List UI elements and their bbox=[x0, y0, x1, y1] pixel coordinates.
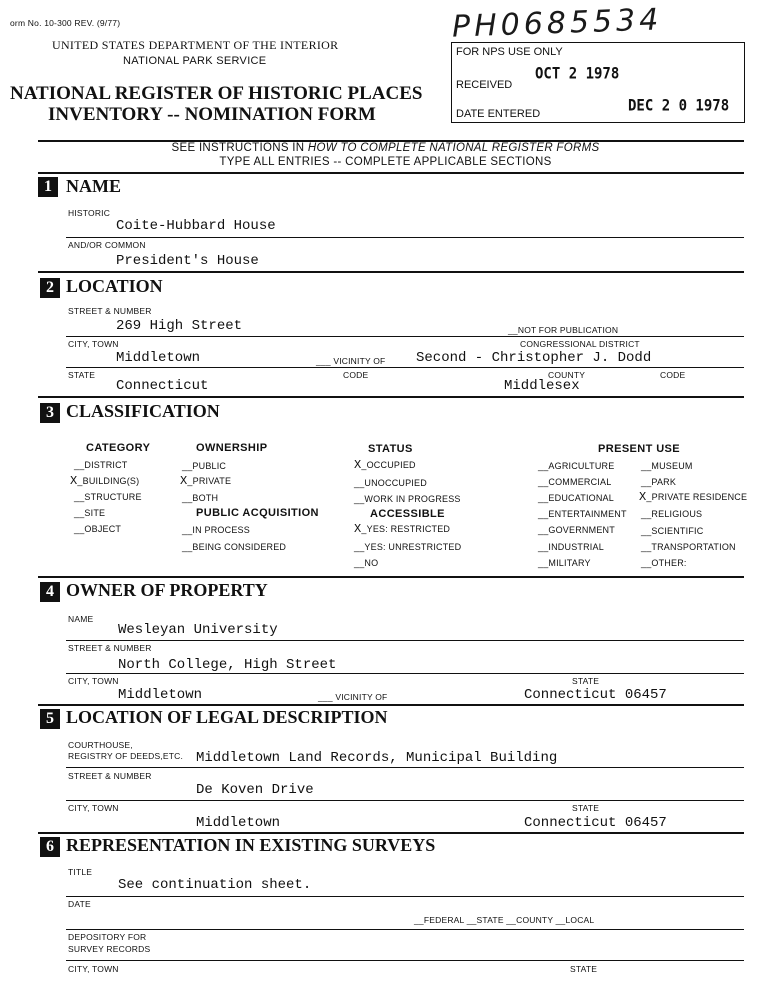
use-park: __PARK bbox=[641, 477, 677, 487]
street-number-label: STREET & NUMBER bbox=[68, 306, 152, 316]
service-name: NATIONAL PARK SERVICE bbox=[123, 55, 267, 67]
common-name-label: AND/OR COMMON bbox=[68, 240, 146, 250]
owner-city-label: CITY, TOWN bbox=[68, 676, 119, 686]
depository-label-line2: SURVEY RECORDS bbox=[68, 944, 151, 954]
category-district: __DISTRICT bbox=[74, 460, 128, 470]
ownership-public: __PUBLIC bbox=[182, 461, 227, 471]
section-2-title: LOCATION bbox=[66, 276, 163, 296]
legal-state-label: STATE bbox=[572, 803, 600, 813]
state-value: Connecticut bbox=[116, 378, 209, 394]
section-6-title: REPRESENTATION IN EXISTING SURVEYS bbox=[66, 835, 436, 855]
nps-use-label: FOR NPS USE ONLY bbox=[456, 46, 563, 58]
category-buildings bbox=[70, 474, 139, 488]
survey-city-label: CITY, TOWN bbox=[68, 964, 119, 974]
courthouse-label: COURTHOUSE, bbox=[68, 740, 133, 750]
use-educational: __EDUCATIONAL bbox=[538, 493, 614, 503]
section-1-title: NAME bbox=[66, 176, 121, 196]
accessible-heading: ACCESSIBLE bbox=[370, 508, 445, 520]
acquisition-in-process: __IN PROCESS bbox=[182, 525, 250, 535]
ownership-private-label: _PRIVATE bbox=[187, 476, 232, 486]
received-label: RECEIVED bbox=[456, 79, 513, 91]
use-private-residence-label: _PRIVATE RESIDENCE bbox=[646, 492, 748, 502]
section-4-title: OWNER OF PROPERTY bbox=[66, 580, 268, 600]
form-number: orm No. 10-300 REV. (9/77) bbox=[10, 18, 121, 28]
common-name-value: President's House bbox=[116, 253, 259, 269]
registry-of-deeds-label: REGISTRY OF DEEDS,ETC. bbox=[68, 751, 184, 761]
use-military: __MILITARY bbox=[538, 558, 591, 568]
handwritten-reference-number: PH0685534 bbox=[451, 2, 663, 45]
use-commercial: __COMMERCIAL bbox=[538, 477, 612, 487]
ownership-both: __BOTH bbox=[182, 493, 219, 503]
not-for-publication-option: __NOT FOR PUBLICATION bbox=[508, 325, 619, 335]
status-work-in-progress: __WORK IN PROGRESS bbox=[354, 494, 461, 504]
category-buildings-label: _BUILDING(S) bbox=[77, 476, 140, 486]
survey-level-options: __FEDERAL __STATE __COUNTY __LOCAL bbox=[414, 915, 595, 925]
owner-state-label: STATE bbox=[572, 676, 600, 686]
section-4-number: 4 bbox=[40, 582, 60, 602]
legal-street-label: STREET & NUMBER bbox=[68, 771, 152, 781]
owner-street-value: North College, High Street bbox=[118, 657, 337, 673]
use-industrial: __INDUSTRIAL bbox=[538, 542, 604, 552]
received-date-stamp: OCT 2 1978 bbox=[535, 64, 620, 84]
use-museum: __MUSEUM bbox=[641, 461, 693, 471]
historic-label: HISTORIC bbox=[68, 208, 111, 218]
survey-title-value: See continuation sheet. bbox=[118, 877, 312, 893]
use-other: __OTHER: bbox=[641, 558, 687, 568]
use-entertainment: __ENTERTAINMENT bbox=[538, 509, 627, 519]
vicinity-of-option: ___ VICINITY OF bbox=[316, 356, 386, 366]
checked-mark: X bbox=[180, 474, 188, 488]
section-3-number: 3 bbox=[40, 403, 60, 423]
street-value: 269 High Street bbox=[116, 318, 243, 334]
congressional-district-label: CONGRESSIONAL DISTRICT bbox=[520, 339, 640, 349]
survey-state-label: STATE bbox=[570, 964, 598, 974]
section-5-number: 5 bbox=[40, 709, 60, 729]
accessible-yes-restricted-label: _YES: RESTRICTED bbox=[361, 524, 451, 534]
owner-name-label: NAME bbox=[68, 614, 94, 624]
use-private-residence bbox=[639, 490, 747, 504]
use-agriculture: __AGRICULTURE bbox=[538, 461, 615, 471]
instructions-line1 bbox=[0, 142, 771, 154]
date-entered-label: DATE ENTERED bbox=[456, 108, 541, 120]
status-occupied bbox=[354, 458, 416, 472]
checked-mark: X bbox=[639, 490, 647, 504]
county-value: Middlesex bbox=[504, 378, 580, 394]
county-label: COUNTY bbox=[548, 370, 586, 380]
section-1-number: 1 bbox=[38, 177, 58, 197]
accessible-no: __NO bbox=[354, 558, 379, 568]
category-object: __OBJECT bbox=[74, 524, 122, 534]
category-site: __SITE bbox=[74, 508, 106, 518]
date-entered-stamp: DEC 2 0 1978 bbox=[628, 96, 730, 116]
category-structure: __STRUCTURE bbox=[74, 492, 142, 502]
congressional-district-value: Second - Christopher J. Dodd bbox=[416, 350, 652, 366]
legal-street-value: De Koven Drive bbox=[196, 782, 314, 798]
owner-vicinity-option: ___ VICINITY OF bbox=[318, 692, 388, 702]
status-heading: STATUS bbox=[368, 443, 413, 455]
owner-street-label: STREET & NUMBER bbox=[68, 643, 152, 653]
instructions-manual-title: HOW TO COMPLETE NATIONAL REGISTER FORMS bbox=[307, 142, 600, 154]
owner-state-value: Connecticut 06457 bbox=[524, 687, 667, 703]
accessible-yes-unrestricted: __YES: UNRESTRICTED bbox=[354, 542, 462, 552]
use-scientific: __SCIENTIFIC bbox=[641, 526, 704, 536]
use-religious: __RELIGIOUS bbox=[641, 509, 703, 519]
section-2-number: 2 bbox=[40, 278, 60, 298]
checked-mark: X bbox=[354, 522, 362, 536]
state-label: STATE bbox=[68, 370, 96, 380]
use-government: __GOVERNMENT bbox=[538, 525, 615, 535]
legal-city-value: Middletown bbox=[196, 815, 281, 831]
historic-name-value: Coite-Hubbard House bbox=[116, 218, 276, 234]
survey-title-label: TITLE bbox=[68, 867, 93, 877]
legal-city-label: CITY, TOWN bbox=[68, 803, 119, 813]
city-town-label: CITY, TOWN bbox=[68, 339, 119, 349]
present-use-heading: PRESENT USE bbox=[598, 443, 681, 455]
status-unoccupied: __UNOCCUPIED bbox=[354, 478, 427, 488]
ownership-heading: OWNERSHIP bbox=[196, 442, 268, 454]
survey-date-label: DATE bbox=[68, 899, 91, 909]
depository-label-line1: DEPOSITORY FOR bbox=[68, 932, 147, 942]
section-3-title: CLASSIFICATION bbox=[66, 401, 220, 421]
accessible-yes-restricted bbox=[354, 522, 450, 536]
status-occupied-label: _OCCUPIED bbox=[361, 460, 416, 470]
section-5-title: LOCATION OF LEGAL DESCRIPTION bbox=[66, 707, 388, 727]
county-code-label: CODE bbox=[660, 370, 686, 380]
owner-city-value: Middletown bbox=[118, 687, 203, 703]
code-label: CODE bbox=[343, 370, 369, 380]
department-name: UNITED STATES DEPARTMENT OF THE INTERIOR bbox=[52, 38, 339, 52]
ownership-private bbox=[180, 474, 231, 488]
instructions-line2: TYPE ALL ENTRIES -- COMPLETE APPLICABLE SECTIONS bbox=[219, 156, 552, 168]
form-title-line2: INVENTORY -- NOMINATION FORM bbox=[48, 104, 376, 125]
owner-name-value: Wesleyan University bbox=[118, 622, 278, 638]
acquisition-being-considered: __BEING CONSIDERED bbox=[182, 542, 287, 552]
courthouse-value: Middletown Land Records, Municipal Building bbox=[196, 750, 558, 766]
legal-state-value: Connecticut 06457 bbox=[524, 815, 667, 831]
checked-mark: X bbox=[354, 458, 362, 472]
form-title-line1: NATIONAL REGISTER OF HISTORIC PLACES bbox=[10, 83, 423, 104]
use-transportation: __TRANSPORTATION bbox=[641, 542, 736, 552]
category-heading: CATEGORY bbox=[86, 442, 151, 454]
instructions-prefix: SEE INSTRUCTIONS IN bbox=[171, 142, 308, 154]
checked-mark: X bbox=[70, 474, 78, 488]
city-value: Middletown bbox=[116, 350, 201, 366]
section-6-number: 6 bbox=[40, 837, 60, 857]
public-acquisition-heading: PUBLIC ACQUISITION bbox=[196, 507, 319, 519]
